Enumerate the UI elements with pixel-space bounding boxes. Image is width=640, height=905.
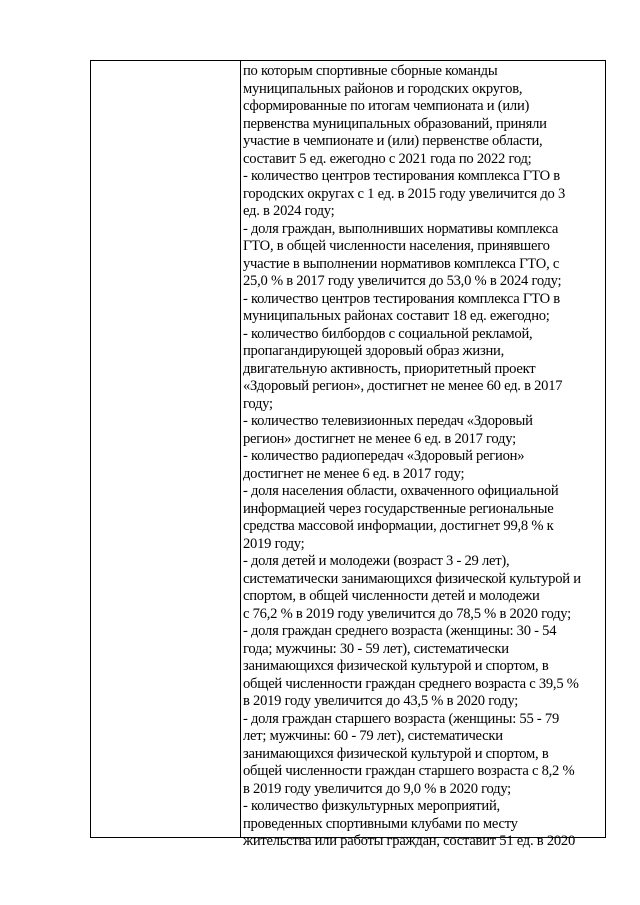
text-line: спортом, в общей численности детей и молодежи bbox=[243, 588, 540, 604]
text-line: ед. в 2024 году; bbox=[243, 203, 335, 219]
text-line: муниципальных районах составит 18 ед. ежегодно; bbox=[243, 308, 550, 324]
text-line: в 2019 году увеличится до 43,5 % в 2020 году; bbox=[243, 693, 519, 709]
text-line: информацией через государственные региональные bbox=[243, 500, 554, 517]
text-line: - количество телевизионных передач «Здоровый bbox=[243, 413, 533, 429]
text-line: году; bbox=[243, 395, 273, 412]
text-line: с 76,2 % в 2019 году увеличится до 78,5 % в 2020 году; bbox=[243, 605, 571, 622]
text-line: участие в чемпионате и (или) первенстве области, bbox=[243, 133, 543, 149]
text-line: регион» достигнет не менее 6 ед. в 2017 году; bbox=[243, 430, 516, 447]
text-line: двигательную активность, приоритетный проект bbox=[243, 360, 536, 377]
text-line: общей численности граждан старшего возраста с 8,2 % bbox=[243, 763, 575, 779]
text-line: 2019 году; bbox=[243, 535, 305, 552]
text-line: - количество радиопередач «Здоровый регион» bbox=[243, 448, 525, 464]
text-line: года; мужчины: 30 - 59 лет), систематически bbox=[243, 640, 509, 657]
text-line: муниципальных районов и городских округов, bbox=[243, 80, 523, 97]
table-right-cell bbox=[241, 61, 605, 849]
text-line: жительства или работы граждан, составит 51 ед. в 2020 bbox=[243, 833, 576, 849]
text-line: участие в выполнении нормативов комплекса ГТО, с bbox=[243, 255, 560, 272]
text-line: городских округах с 1 ед. в 2015 году увеличится до 3 bbox=[243, 185, 565, 202]
text-line: общей численности граждан среднего возраста с 39,5 % bbox=[243, 675, 579, 692]
text-line: первенства муниципальных образований, приняли bbox=[243, 115, 547, 132]
table-left-cell bbox=[91, 61, 241, 837]
text-line: занимающихся физической культурой и спортом, в bbox=[243, 658, 549, 674]
text-line: - количество билбордов с социальной рекламой, bbox=[243, 325, 533, 342]
text-line: «Здоровый регион», достигнет не менее 60 ед. в 2017 bbox=[243, 378, 563, 394]
text-line: - количество центров тестирования комплекса ГТО в bbox=[243, 290, 560, 307]
text-line: достигнет не менее 6 ед. в 2017 году; bbox=[243, 465, 465, 482]
text-line: - доля граждан старшего возраста (женщины: 55 - 79 bbox=[243, 710, 560, 727]
text-line: сформированные по итогам чемпионата и (или) bbox=[243, 98, 530, 114]
text-line: систематически занимающихся физической культурой и bbox=[243, 570, 581, 587]
text-line: в 2019 году увеличится до 9,0 % в 2020 году; bbox=[243, 780, 511, 797]
text-line: - количество центров тестирования комплекса ГТО в bbox=[243, 168, 560, 184]
text-line: по которым спортивные сборные команды bbox=[243, 63, 498, 79]
text-line: проведенных спортивными клубами по месту bbox=[243, 815, 518, 832]
text-line: ГТО, в общей численности населения, принявшего bbox=[243, 238, 550, 254]
text-line: занимающихся физической культурой и спортом, в bbox=[243, 745, 549, 762]
text-line: составит 5 ед. ежегодно с 2021 года по 2022 год; bbox=[243, 150, 532, 167]
text-line: пропагандирующей здоровый образ жизни, bbox=[243, 343, 504, 359]
text-line: - доля граждан среднего возраста (женщины: 30 - 54 bbox=[243, 623, 557, 639]
text-line: - доля населения области, охваченного официальной bbox=[243, 483, 559, 499]
text-line: средства массовой информации, достигнет 99,8 % к bbox=[243, 518, 554, 534]
text-line: - доля граждан, выполнивших нормативы комплекса bbox=[243, 220, 559, 237]
text-line: 25,0 % в 2017 году увеличится до 53,0 % в 2024 году; bbox=[243, 273, 562, 289]
text-line: - количество физкультурных мероприятий, bbox=[243, 798, 500, 814]
text-line: лет; мужчины: 60 - 79 лет), систематически bbox=[243, 728, 503, 744]
text-line: - доля детей и молодежи (возраст 3 - 29 лет), bbox=[243, 553, 510, 569]
document-table bbox=[90, 60, 606, 849]
